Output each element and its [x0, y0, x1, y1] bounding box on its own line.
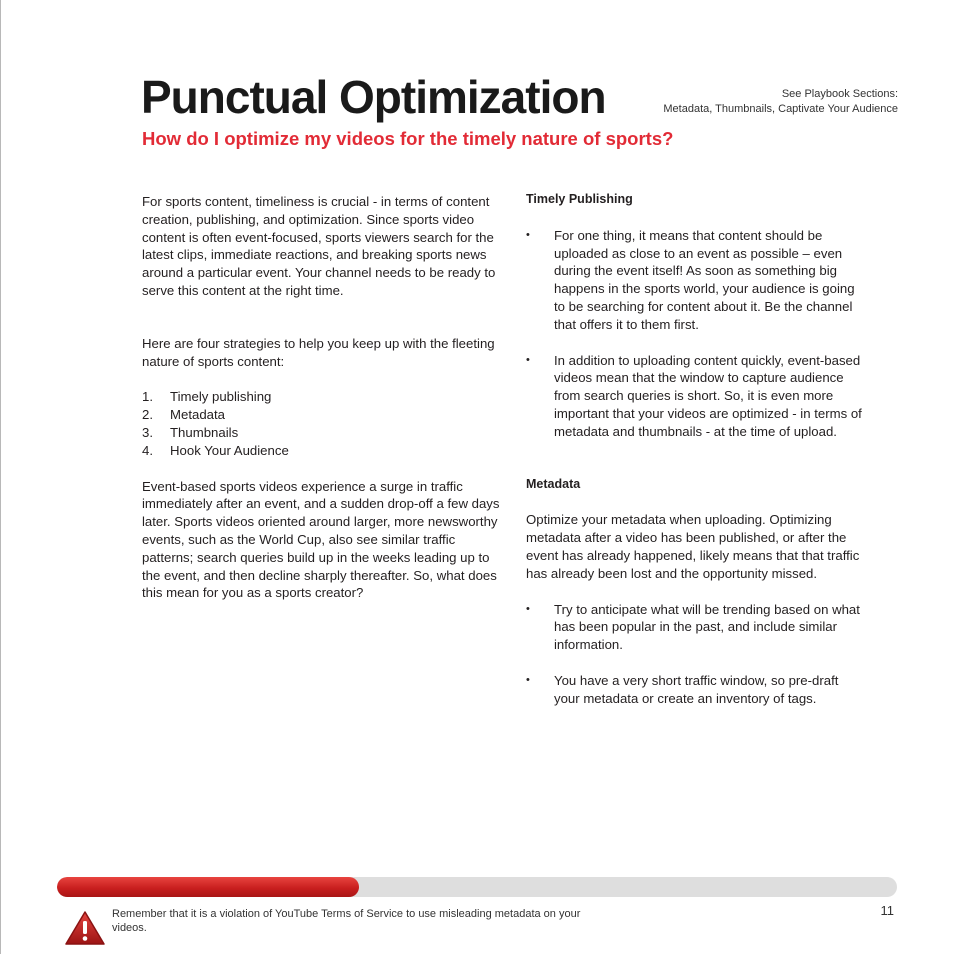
intro-paragraph: For sports content, timeliness is crucial - in terms of content creation, publishing, and optimization. Since sports video content is often event-focused, sports viewers search for the latest clips, immediate reactions, and breaking sports news around a particular event. Your channel needs to be ready to serve this content at the right time.: [142, 194, 496, 298]
strategies-list: [142, 388, 510, 459]
progress-fill: [57, 877, 359, 897]
list-number: 3.: [142, 424, 153, 440]
list-item-label: Timely publishing: [170, 389, 272, 405]
metadata-bullet: [526, 601, 862, 654]
timely-bullet: [526, 227, 862, 334]
page-title: Punctual Optimization: [141, 71, 606, 123]
warning-triangle-icon: [64, 910, 106, 946]
chapter-progress-bar: [57, 877, 897, 897]
list-item: [142, 406, 510, 424]
page-edge-rule: [0, 0, 1, 954]
list-item: [142, 388, 510, 406]
page-number: 11: [880, 903, 894, 918]
list-number: 1.: [142, 389, 153, 405]
traffic-paragraph: Event-based sports videos experience a surge in traffic immediately after an event, and a sudden drop-off a few days later. Sports videos oriented around larger, more newsworthy events, such as the World Cup, also see similar traffic patterns; search queries build up in the weeks leading up to the event, and then decline sharply thereafter. So, what does this mean for you as a sports creator?: [142, 478, 500, 601]
warning-note: Remember that it is a violation of YouTube Terms of Service to use misleading metadata on your videos.: [112, 908, 581, 934]
see-also-sections: [663, 87, 898, 117]
bullet-text: For one thing, it means that content should be uploaded as close to an event as possible – even during the event itself! As soon as something big happens in the sports world, your audience is going to be searching for content about it. Be the channel that offers it to them first.: [554, 227, 855, 332]
list-item: [142, 424, 510, 442]
list-item-label: Metadata: [170, 407, 225, 423]
bullet-glyph: •: [526, 602, 530, 615]
bullet-glyph: •: [526, 673, 530, 686]
list-number: 2.: [142, 407, 153, 423]
list-number: 4.: [142, 442, 153, 458]
metadata-heading: Metadata: [526, 476, 581, 491]
see-also-label: See Playbook Sections:: [781, 88, 898, 100]
see-also-list: Metadata, Thumbnails, Captivate Your Audience: [663, 103, 898, 115]
list-item-label: Thumbnails: [170, 424, 239, 440]
list-item: [142, 442, 510, 460]
bullet-text: Try to anticipate what will be trending based on what has been popular in the past, and include similar information.: [554, 601, 860, 653]
bullet-glyph: •: [526, 228, 530, 241]
list-item-label: Hook Your Audience: [170, 442, 289, 458]
metadata-intro: Optimize your metadata when uploading. Optimizing metadata after a video has been published, or after the event has already happened, likely means that that traffic has already been lost and the opportunity missed.: [526, 512, 860, 581]
page-subtitle: How do I optimize my videos for the timely nature of sports?: [142, 128, 674, 149]
metadata-bullet: [526, 672, 862, 708]
timely-publishing-heading: Timely Publishing: [526, 192, 633, 206]
right-column: [526, 191, 862, 708]
timely-bullet: [526, 352, 862, 441]
bullet-text: You have a very short traffic window, so pre-draft your metadata or create an inventory of tags.: [554, 672, 839, 706]
left-column: [142, 193, 510, 602]
strategies-lead: Here are four strategies to help you keep up with the fleeting nature of sports content:: [142, 335, 495, 369]
bullet-glyph: •: [526, 353, 530, 366]
bullet-text: In addition to uploading content quickly, event-based videos mean that the window to capture audience from search queries is short. So, it is even more important that your videos are optimized - in terms of metadata and thumbnails - at the time of upload.: [554, 352, 862, 439]
